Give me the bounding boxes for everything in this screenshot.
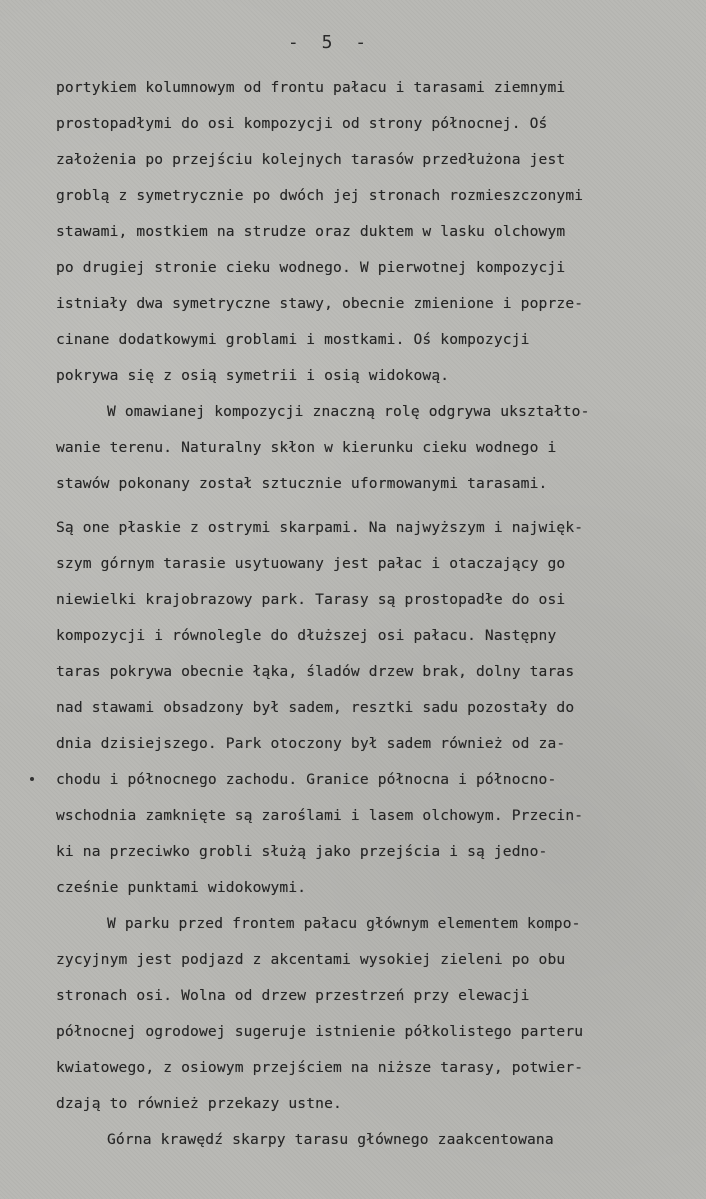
text-line: Są one płaskie z ostrymi skarpami. Na najwyższym i najwięk- bbox=[56, 519, 584, 536]
text-line: cinane dodatkowymi groblami i mostkami. Oś kompozycji bbox=[56, 331, 530, 348]
text-line: kompozycji i równolegle do dłuższej osi pałacu. Następny bbox=[56, 627, 557, 644]
text-line: istniały dwa symetryczne stawy, obecnie zmienione i poprze- bbox=[56, 295, 584, 312]
text-line: stawami, mostkiem na strudze oraz duktem w lasku olchowym bbox=[56, 223, 566, 240]
text-line: nad stawami obsadzony był sadem, resztki sadu pozostały do bbox=[56, 699, 575, 716]
text-line: cześnie punktami widokowymi. bbox=[56, 879, 307, 896]
text-line: stawów pokonany został sztucznie uformowanymi tarasami. bbox=[56, 475, 548, 492]
text-line: dzają to również przekazy ustne. bbox=[56, 1095, 342, 1112]
margin-dot-mark bbox=[30, 777, 34, 781]
page-number: - 5 - bbox=[287, 32, 373, 53]
text-line: W omawianej kompozycji znaczną rolę odgrywa ukształto- bbox=[107, 403, 590, 420]
text-line: portykiem kolumnowym od frontu pałacu i tarasami ziemnymi bbox=[56, 79, 566, 96]
text-line: wanie terenu. Naturalny skłon w kierunku cieku wodnego i bbox=[56, 439, 557, 456]
text-line: po drugiej stronie cieku wodnego. W pierwotnej kompozycji bbox=[56, 259, 566, 276]
text-line: Górna krawędź skarpy tarasu głównego zaakcentowana bbox=[107, 1131, 554, 1148]
text-line: założenia po przejściu kolejnych tarasów przedłużona jest bbox=[56, 151, 566, 168]
text-line: taras pokrywa obecnie łąka, śladów drzew brak, dolny taras bbox=[56, 663, 575, 680]
text-line: niewielki krajobrazowy park. Tarasy są prostopadłe do osi bbox=[56, 591, 566, 608]
text-line: W parku przed frontem pałacu głównym elementem kompo- bbox=[107, 915, 581, 932]
text-line: zycyjnym jest podjazd z akcentami wysokiej zieleni po obu bbox=[56, 951, 566, 968]
text-line: stronach osi. Wolna od drzew przestrzeń przy elewacji bbox=[56, 987, 530, 1004]
text-line: kwiatowego, z osiowym przejściem na niższe tarasy, potwier- bbox=[56, 1059, 584, 1076]
text-line: groblą z symetrycznie po dwóch jej stronach rozmieszczonymi bbox=[56, 187, 584, 204]
text-line: ki na przeciwko grobli służą jako przejścia i są jedno- bbox=[56, 843, 548, 860]
text-line: dnia dzisiejszego. Park otoczony był sadem również od za- bbox=[56, 735, 566, 752]
text-line: szym górnym tarasie usytuowany jest pałac i otaczający go bbox=[56, 555, 566, 572]
text-line: chodu i północnego zachodu. Granice północna i północno- bbox=[56, 771, 557, 788]
text-line: pokrywa się z osią symetrii i osią widokową. bbox=[56, 367, 450, 384]
text-line: północnej ogrodowej sugeruje istnienie półkolistego parteru bbox=[56, 1023, 584, 1040]
text-line: prostopadłymi do osi kompozycji od strony północnej. Oś bbox=[56, 115, 548, 132]
text-line: wschodnia zamknięte są zaroślami i lasem olchowym. Przecin- bbox=[56, 807, 584, 824]
